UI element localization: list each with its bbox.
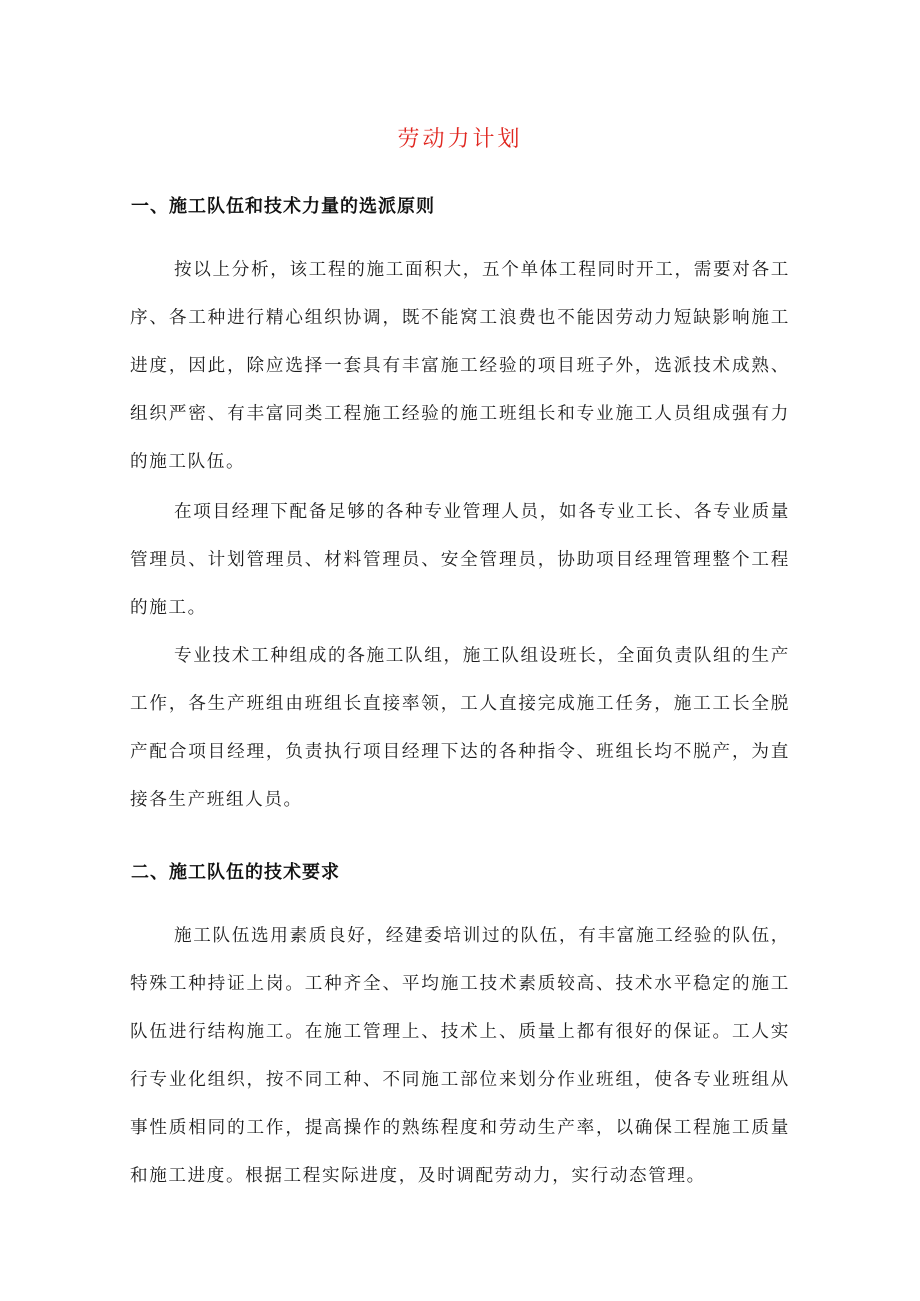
document-title: 劳动力计划 [397, 127, 523, 152]
paragraph-1-1: 按以上分析，该工程的施工面积大，五个单体工程同时开工，需要对各工序、各工种进行精心组织协调，既不能窝工浪费也不能因劳动力短缺影响施工进度，因此，除应选择一套具有丰富施工经验的项目班子外，选派技术成熟、组织严密、有丰富同类工程施工经验的施工班组长和专业施工人员组成强有力的施工队伍。 [130, 260, 790, 472]
paragraph-2-1: 施工队伍选用素质良好，经建委培训过的队伍，有丰富施工经验的队伍，特殊工种持证上岗。工种齐全、平均施工技术素质较高、技术水平稳定的施工队伍进行结构施工。在施工管理上、技术上、质量上都有很好的保证。工人实行专业化组织，按不同工种、不同施工部位来划分作业班组，使各专业班组从事性质相同的工作，提高操作的熟练程度和劳动生产率，以确保工程施工质量和施工进度。根据工程实际进度，及时调配劳动力，实行动态管理。 [130, 926, 790, 1186]
section-heading-1: 一、施工队伍和技术力量的选派原则 [131, 196, 435, 217]
paragraph-1-2: 在项目经理下配备足够的各种专业管理人员，如各专业工长、各专业质量管理员、计划管理员、材料管理员、安全管理员，协助项目经理管理整个工程的施工。 [130, 502, 790, 618]
section-heading-2: 二、施工队伍的技术要求 [131, 862, 340, 883]
paragraph-1-3: 专业技术工种组成的各施工队组，施工队组设班长，全面负责队组的生产工作，各生产班组由班组长直接率领，工人直接完成施工任务，施工工长全脱产配合项目经理，负责执行项目经理下达的各种指令、班组长均不脱产，为直接各生产班组人员。 [130, 646, 790, 810]
